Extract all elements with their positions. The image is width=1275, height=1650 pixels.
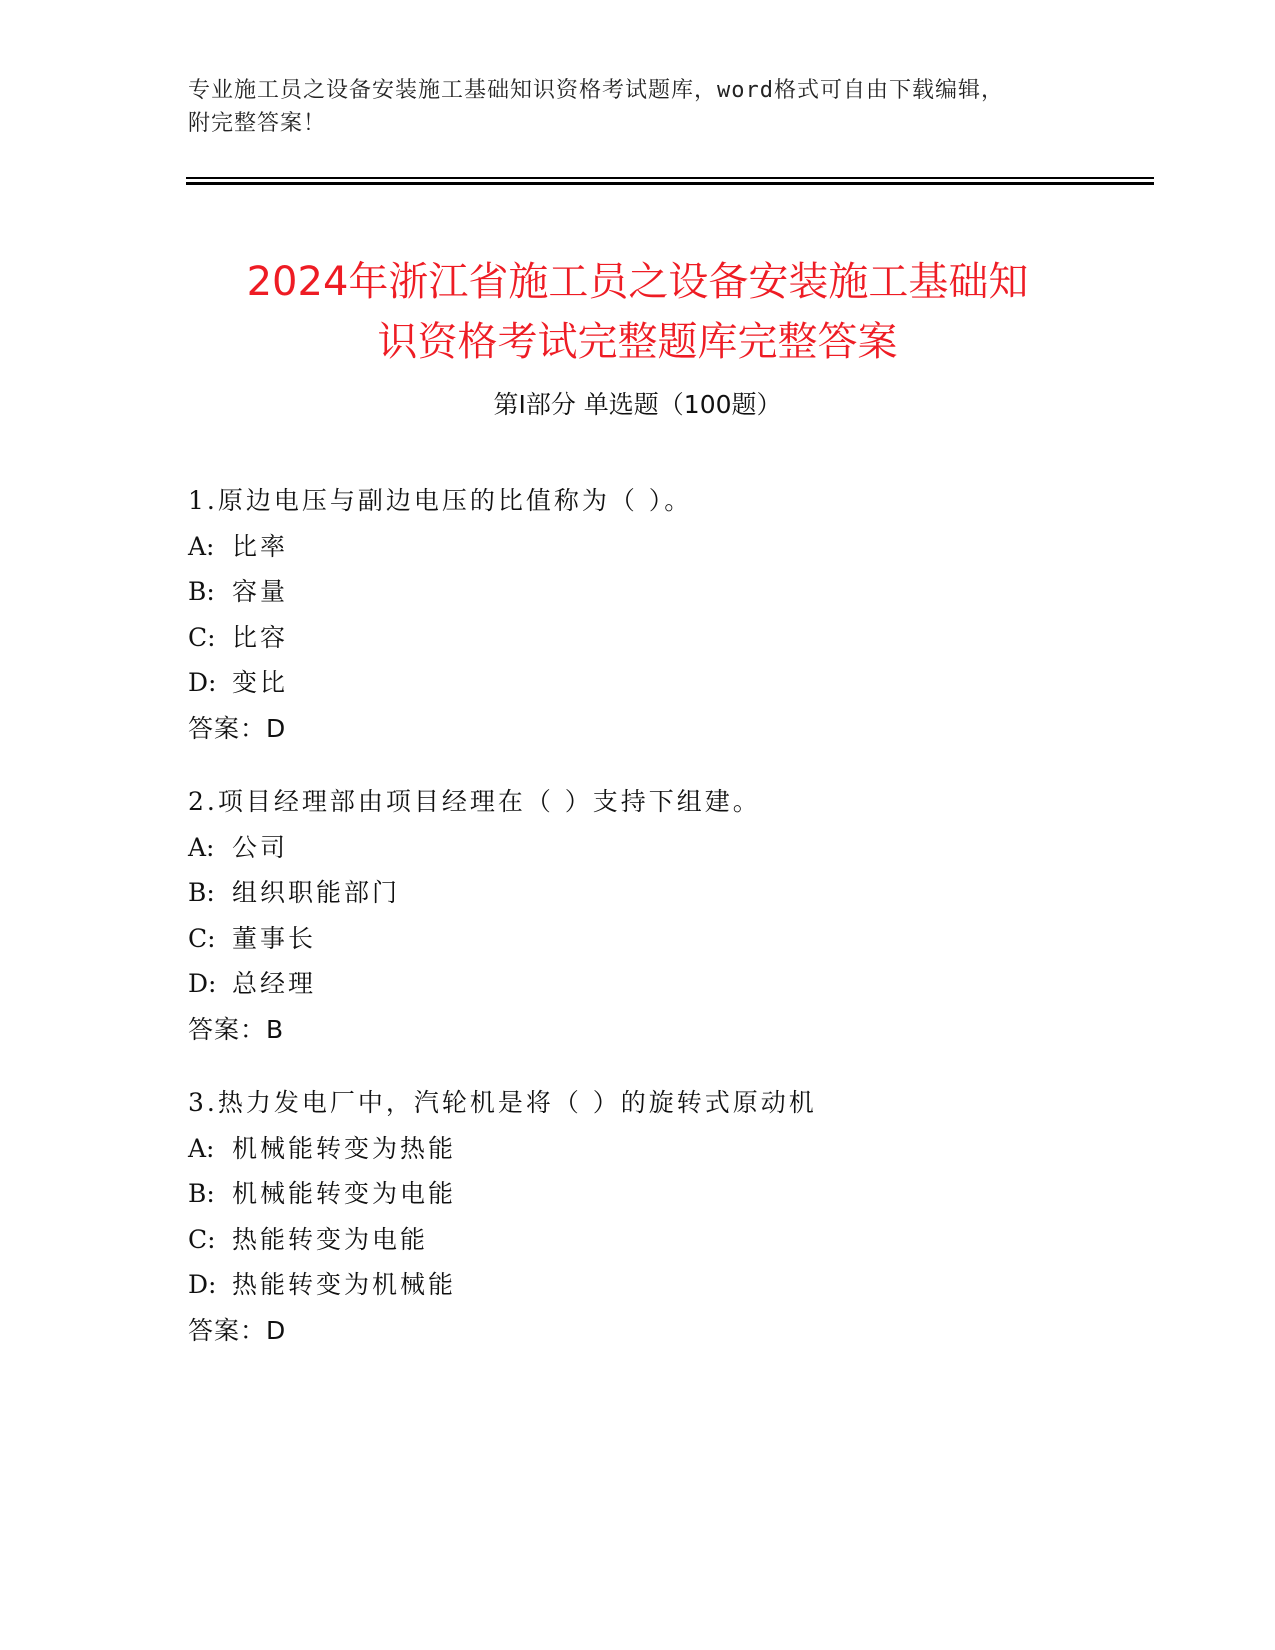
option-d: [188, 961, 1088, 1007]
option-d: [188, 660, 1088, 706]
question-2: [188, 779, 1088, 1052]
section-heading: 第Ⅰ部分 单选题（100题）: [493, 390, 782, 419]
option-text: 总经理: [232, 969, 317, 998]
header-note-line-2: 附完整答案！: [188, 111, 327, 136]
answer: [188, 1007, 1088, 1053]
option-d: [188, 1262, 1088, 1308]
option-key: B:: [188, 577, 215, 606]
answer: [188, 1308, 1088, 1354]
option-key: C:: [188, 622, 216, 652]
answer: [188, 706, 1088, 752]
option-a: [188, 524, 1088, 570]
option-text: 比容: [232, 622, 289, 652]
header-note: [188, 74, 1088, 140]
option-text: 热能转变为电能: [232, 1224, 429, 1254]
option-text: 变比: [232, 668, 289, 697]
option-key: C:: [188, 923, 216, 953]
option-text: 机械能转变为热能: [232, 1133, 457, 1163]
answer-value: D: [266, 713, 287, 743]
option-key: D:: [188, 1270, 217, 1299]
option-text: 比率: [232, 531, 289, 561]
option-key: B:: [188, 1179, 215, 1208]
question-1: [188, 478, 1088, 751]
document-title: [150, 252, 1125, 372]
answer-label: 答案：: [188, 713, 267, 743]
option-a: [188, 825, 1088, 871]
option-c: [188, 916, 1088, 962]
answer-label: 答案：: [188, 1315, 267, 1345]
option-c: [188, 1217, 1088, 1263]
header-divider-thick: [186, 182, 1154, 185]
option-text: 组织职能部门: [232, 878, 401, 907]
question-list: [188, 478, 1088, 1381]
question-3: [188, 1080, 1088, 1353]
question-stem: 1.原边电压与副边电压的比值称为（ ）。: [188, 486, 693, 515]
document-title-line-1: 2024年浙江省施工员之设备安装施工基础知: [246, 258, 1029, 305]
option-key: A:: [188, 531, 215, 561]
answer-value: B: [266, 1014, 285, 1044]
answer-label: 答案：: [188, 1014, 267, 1044]
option-text: 容量: [232, 577, 289, 606]
option-key: D:: [188, 668, 217, 697]
header-note-line-1: 专业施工员之设备安装施工基础知识资格考试题库，word格式可自由下载编辑，: [188, 78, 1004, 103]
question-stem: 2.项目经理部由项目经理在（ ）支持下组建。: [188, 787, 761, 816]
option-b: [188, 1171, 1088, 1217]
header-divider-thin: [186, 177, 1154, 179]
option-text: 董事长: [232, 923, 317, 953]
document-title-line-2: 识资格考试完整题库完整答案: [377, 318, 898, 365]
question-stem: 3.热力发电厂中，汽轮机是将（ ）的旋转式原动机: [188, 1088, 817, 1117]
option-a: [188, 1126, 1088, 1172]
option-key: A:: [188, 1133, 215, 1163]
option-key: D:: [188, 969, 217, 998]
option-text: 机械能转变为电能: [232, 1179, 457, 1208]
option-b: [188, 569, 1088, 615]
option-key: A:: [188, 832, 215, 862]
option-key: C:: [188, 1224, 216, 1254]
option-c: [188, 615, 1088, 661]
option-text: 公司: [232, 832, 289, 862]
option-key: B:: [188, 878, 215, 907]
option-b: [188, 870, 1088, 916]
answer-value: D: [266, 1315, 287, 1345]
option-text: 热能转变为机械能: [232, 1270, 457, 1299]
